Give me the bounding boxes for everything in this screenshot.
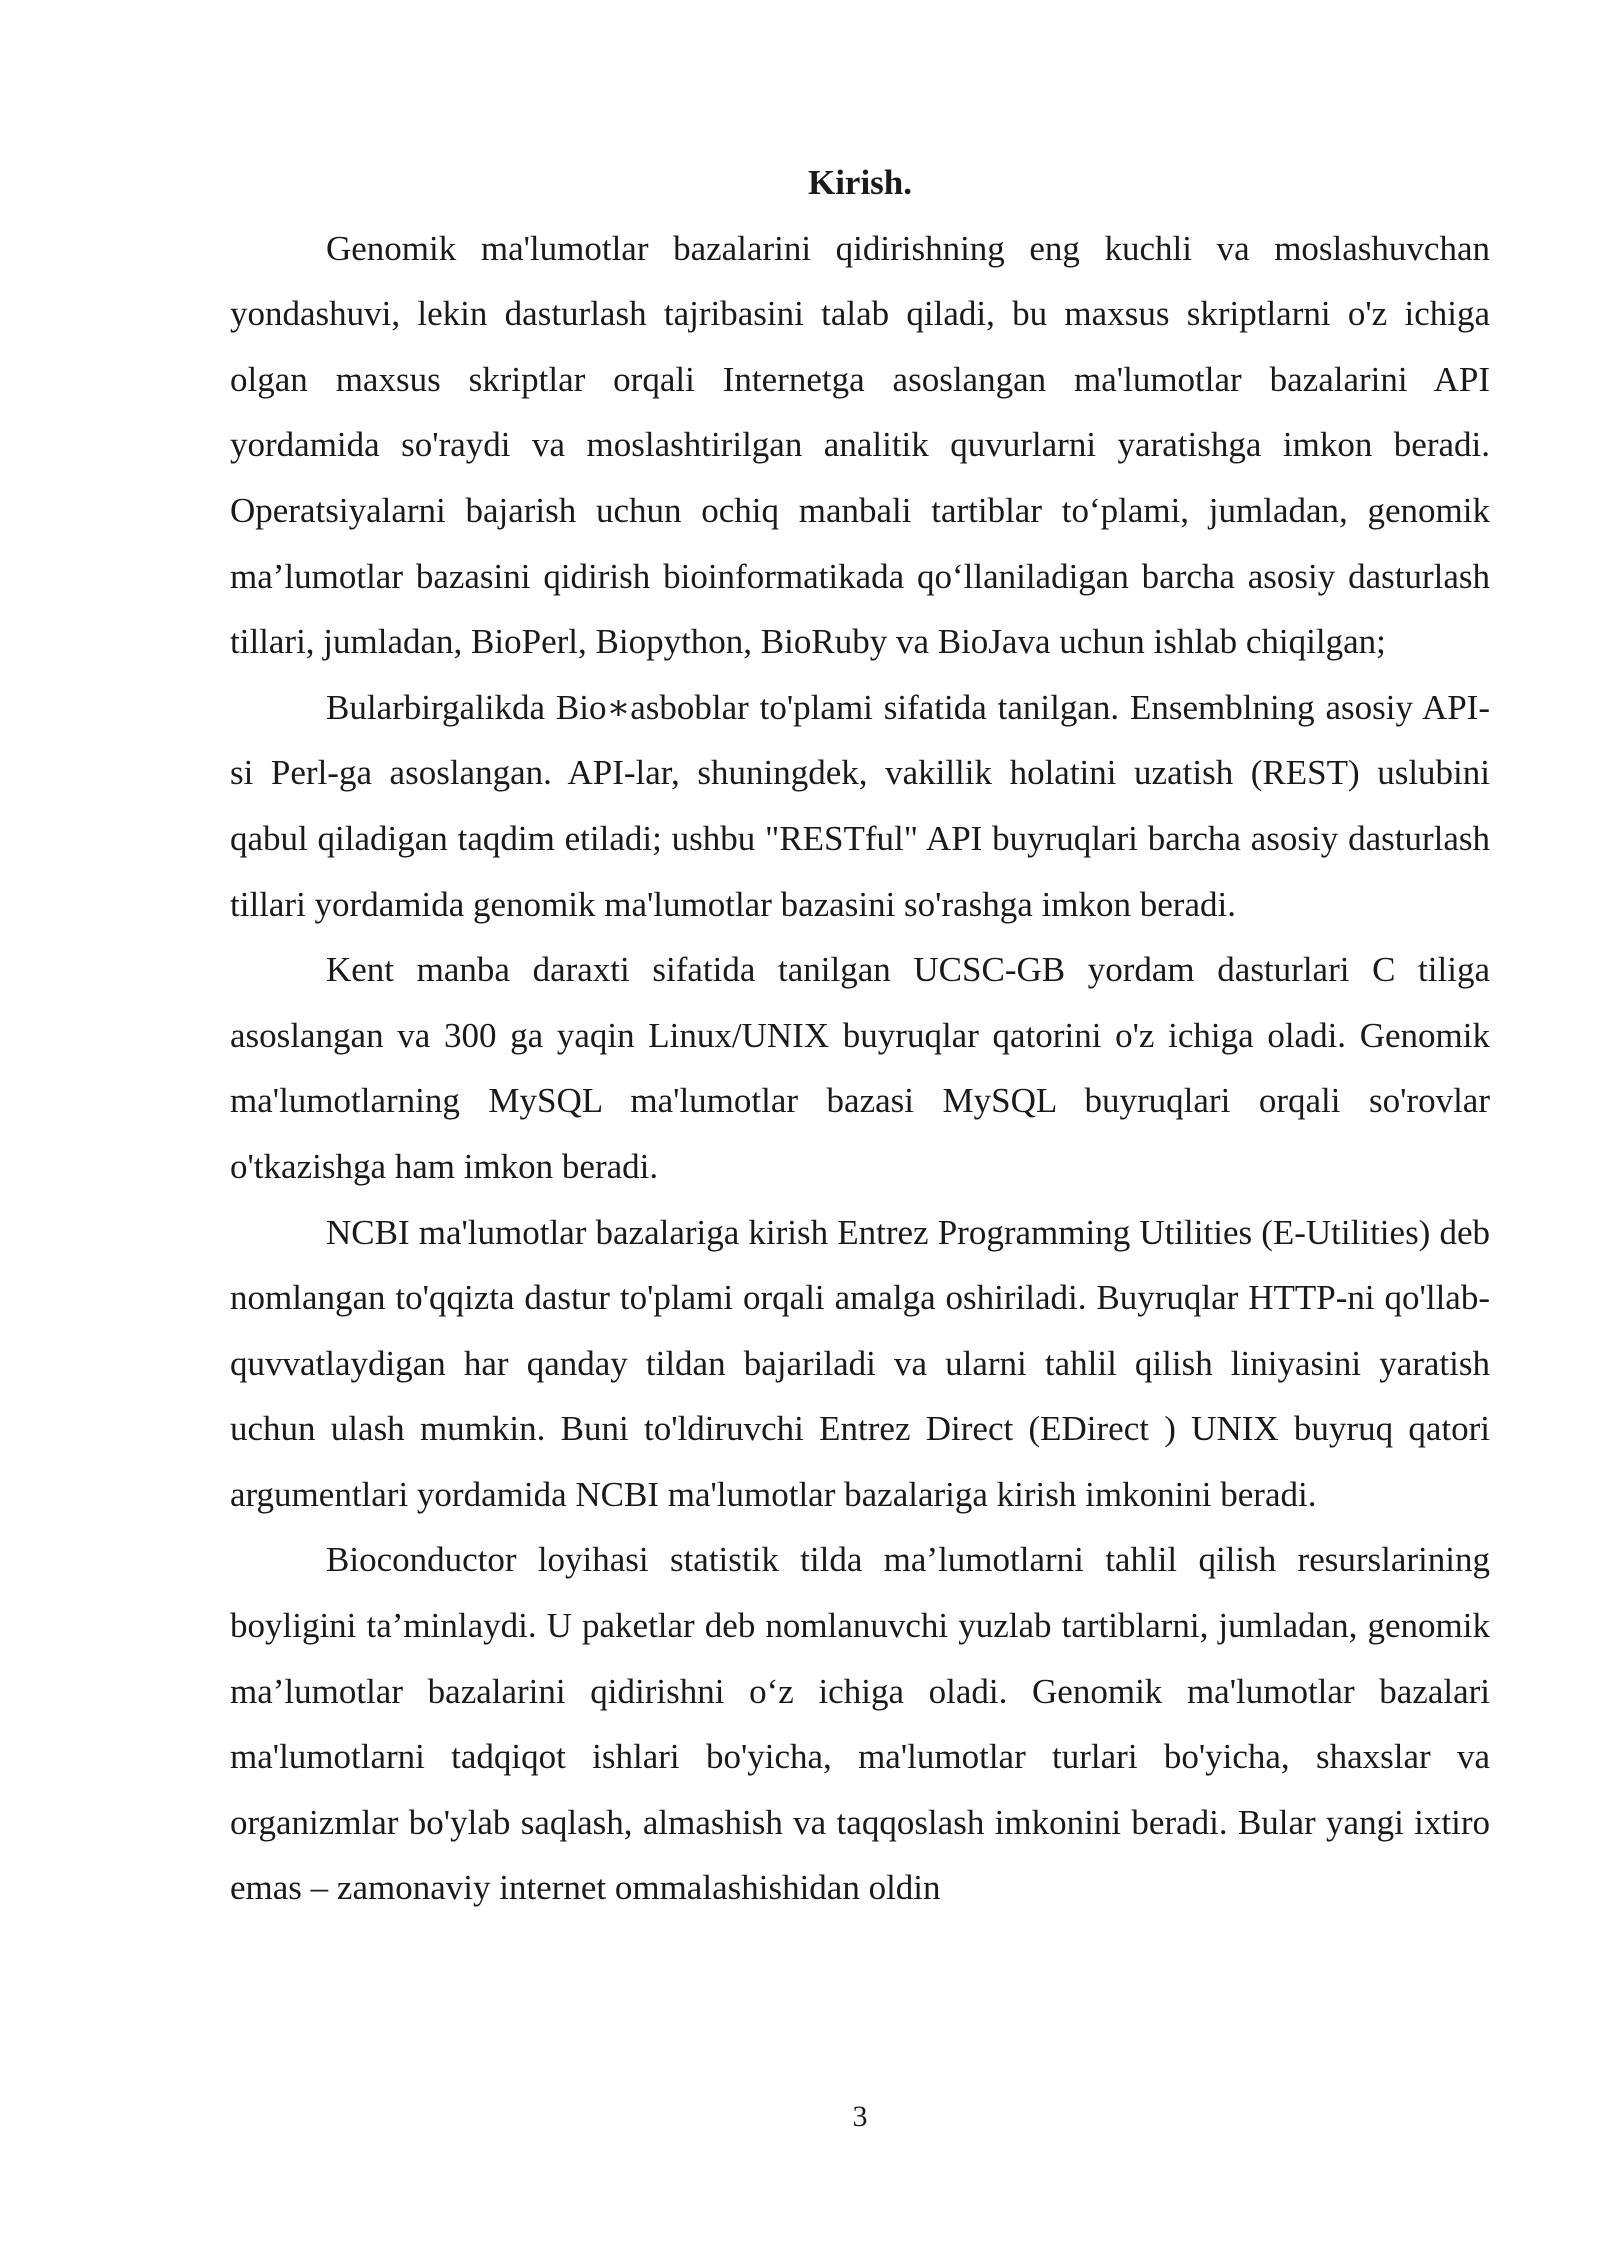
page-content [230, 150, 1490, 1921]
paragraph-ncbi-eutilities: NCBI ma'lumotlar bazalariga kirish Entrez Programming Utilities (E-Utilities) deb nomlangan to'qqizta dastur to'plami orqali amalga oshiriladi. Buyruqlar HTTP-ni qo'llab-quvvatlaydigan har qanday tildan bajariladi va ularni tahlil qilish liniyasini yaratish uchun ulash mumkin. Buni to'ldiruvchi Entrez Direct (EDirect ) UNIX buyruq qatori argumentlari yordamida NCBI ma'lumotlar bazalariga kirish imkonini beradi. [230, 1212, 1490, 1514]
page-number: 3 [852, 2100, 868, 2133]
paragraph-bio-toolkits: Bularbirgalikda Bio∗asboblar to'plami sifatida tanilgan. Ensemblning asosiy API-si Perl-ga asoslangan. API-lar, shuningdek, vakillik holatini uzatish (REST) uslubini qabul qiladigan taqdim etiladi; ushbu "RESTful" API buyruqlari barcha asosiy dasturlash tillari yordamida genomik ma'lumotlar bazasini so'rashga imkon beradi. [230, 687, 1490, 924]
section-title: Kirish. [807, 163, 913, 202]
paragraph-ucsc-kent-tree: Kent manba daraxti sifatida tanilgan UCSC-GB yordam dasturlari C tiliga asoslangan va 300 ga yaqin Linux/UNIX buyruqlar qatorini o'z ichiga oladi. Genomik ma'lumotlarning MySQL ma'lumotlar bazasi MySQL buyruqlari orqali so'rovlar o'tkazishga ham imkon beradi. [230, 950, 1490, 1186]
paragraph-bioconductor: Bioconductor loyihasi statistik tilda ma’lumotlarni tahlil qilish resurslarining boyligini ta’minlaydi. U paketlar deb nomlanuvchi yuzlab tartiblarni, jumladan, genomik ma’lumotlar bazalarini qidirishni o‘z ichiga oladi. Genomik ma'lumotlar bazalari ma'lumotlarni tadqiqot ishlari bo'yicha, ma'lumotlar turlari bo'yicha, shaxslar va organizmlar bo'ylab saqlash, almashish va taqqoslash imkonini beradi. Bular yangi ixtiro emas – zamonaviy internet ommalashishidan oldin [230, 1540, 1490, 1908]
paragraph-intro-genomic-databases: Genomik ma'lumotlar bazalarini qidirishning eng kuchli va moslashuvchan yondashuvi, lekin dasturlash tajribasini talab qiladi, bu maxsus skriptlarni o'z ichiga olgan maxsus skriptlar orqali Internetga asoslangan ma'lumotlar bazalarini API yordamida so'raydi va moslashtirilgan analitik quvurlarni yaratishga imkon beradi. Operatsiyalarni bajarish uchun ochiq manbali tartiblar to‘plami, jumladan, genomik ma’lumotlar bazasini qidirish bioinformatikada qo‘llaniladigan barcha asosiy dasturlash tillari, jumladan, BioPerl, Biopython, BioRuby va BioJava uchun ishlab chiqilgan; [230, 228, 1490, 662]
